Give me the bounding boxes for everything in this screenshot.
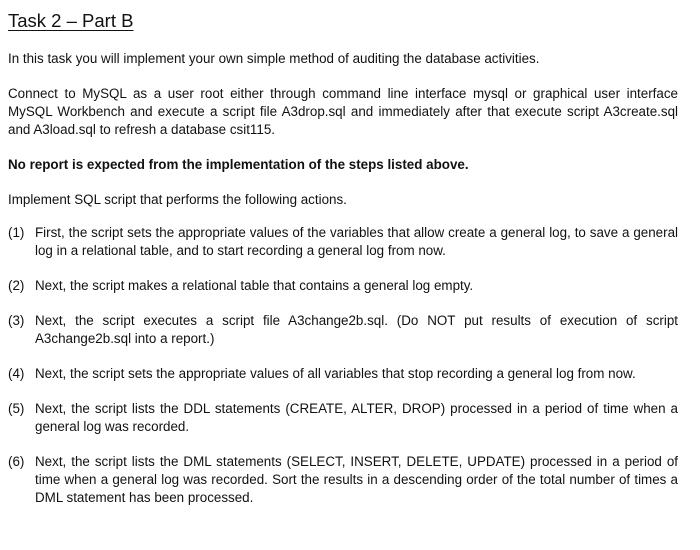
connect-paragraph: Connect to MySQL as a user root either through command line interface mysql or graphical user interface MySQL Workbench and execute a script file A3drop.sql and immediately after that execute script A3create.sql and A3load.sql to refresh a database csit115. bbox=[8, 86, 678, 137]
step-text: Next, the script lists the DDL statements (CREATE, ALTER, DROP) processed in a period of time when a general log was recorded. bbox=[35, 401, 678, 434]
step-text: Next, the script lists the DML statements (SELECT, INSERT, DELETE, UPDATE) processed in a period of time when a general log was recorded. Sort the results in a descending order of the total number of times a DML statement has been processed. bbox=[35, 454, 678, 505]
step-number: (4) bbox=[8, 366, 25, 381]
step-number: (1) bbox=[8, 225, 25, 240]
step-text: Next, the script sets the appropriate values of all variables that stop recording a general log from now. bbox=[35, 366, 636, 381]
step-number: (2) bbox=[8, 278, 25, 293]
step-item bbox=[8, 224, 678, 260]
step-item bbox=[8, 277, 678, 295]
step-item bbox=[8, 312, 678, 348]
step-text: Next, the script makes a relational table that contains a general log empty. bbox=[35, 278, 474, 293]
implement-paragraph: Implement SQL script that performs the following actions. bbox=[8, 192, 347, 207]
step-text: First, the script sets the appropriate values of the variables that allow create a general log, to save a general log in a relational table, and to start recording a general log from now. bbox=[35, 225, 678, 258]
no-report-note: No report is expected from the implementation of the steps listed above. bbox=[8, 157, 469, 172]
step-text: Next, the script executes a script file A3change2b.sql. (Do NOT put results of execution of script A3change2b.sql into a report.) bbox=[35, 313, 678, 346]
intro-paragraph: In this task you will implement your own simple method of auditing the database activities. bbox=[8, 51, 540, 66]
step-item bbox=[8, 400, 678, 436]
step-item bbox=[8, 365, 678, 383]
step-number: (3) bbox=[8, 313, 25, 328]
step-number: (5) bbox=[8, 401, 25, 416]
step-item bbox=[8, 453, 678, 507]
steps-list bbox=[8, 224, 678, 507]
page-title: Task 2 – Part B bbox=[8, 10, 134, 31]
step-number: (6) bbox=[8, 454, 25, 469]
